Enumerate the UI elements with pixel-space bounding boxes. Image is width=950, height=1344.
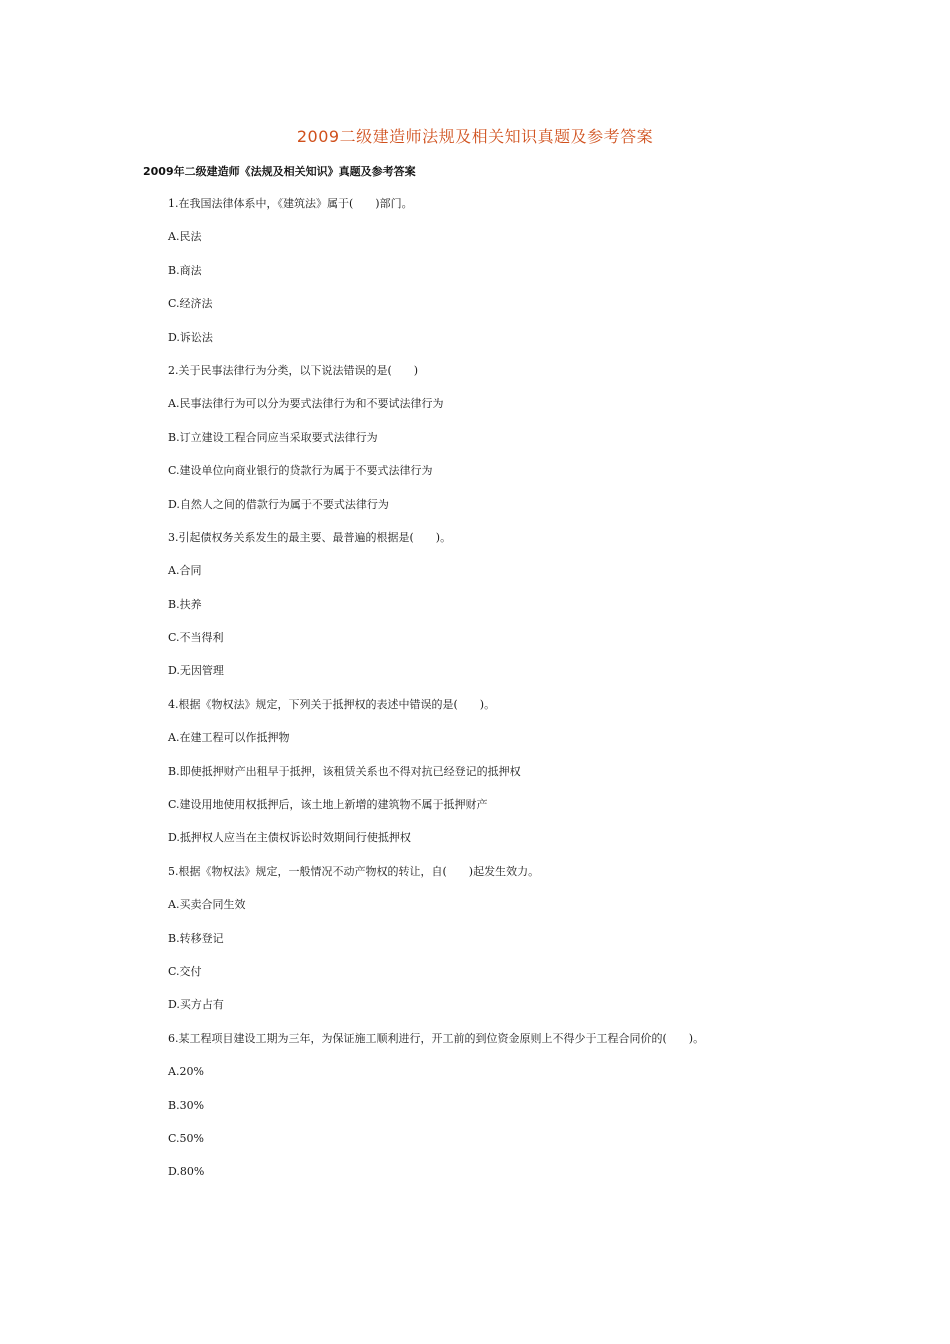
answer-option: D.诉讼法 (168, 330, 213, 344)
question-stem: 6.某工程项目建设工期为三年，为保证施工顺利进行，开工前的到位资金原则上不得少于工程合同价的( )。 (168, 1031, 705, 1045)
question-stem: 4.根据《物权法》规定，下列关于抵押权的表述中错误的是( )。 (168, 697, 496, 711)
answer-option: D.买方占有 (168, 998, 224, 1012)
answer-option: B.订立建设工程合同应当采取要式法律行为 (168, 430, 378, 444)
answer-option: D.80% (168, 1165, 205, 1179)
answer-option: B.30% (168, 1098, 205, 1112)
answer-option: B.商法 (168, 263, 202, 277)
question-stem: 2.关于民事法律行为分类，以下说法错误的是( ) (168, 363, 419, 377)
answer-option: A.民事法律行为可以分为要式法律行为和不要试法律行为 (168, 397, 444, 411)
answer-option: D.无因管理 (168, 664, 224, 678)
document-subtitle: 2009年二级建造师《法规及相关知识》真题及参考答案 (143, 165, 416, 178)
page-title: 2009二级建造师法规及相关知识真题及参考答案 (296, 127, 654, 146)
question-list (168, 197, 704, 1199)
answer-option: D.抵押权人应当在主债权诉讼时效期间行使抵押权 (168, 831, 411, 845)
answer-option: A.20% (168, 1065, 204, 1079)
question-stem: 3.引起债权务关系发生的最主要、最普遍的根据是( )。 (168, 530, 452, 544)
answer-option: A.民法 (168, 230, 202, 244)
question-stem: 1.在我国法律体系中，《建筑法》属于( )部门。 (168, 197, 413, 210)
answer-option: B.即使抵押财产出租早于抵押，该租赁关系也不得对抗已经登记的抵押权 (168, 764, 521, 778)
answer-option: C.交付 (168, 964, 202, 978)
answer-option: C.建设单位向商业银行的贷款行为属于不要式法律行为 (168, 464, 433, 478)
answer-option: A.在建工程可以作抵押物 (168, 731, 290, 745)
question-stem: 5.根据《物权法》规定，一般情况不动产物权的转让，自( )起发生效力。 (168, 864, 540, 878)
answer-option: C.50% (168, 1131, 204, 1145)
answer-option: D.自然人之间的借款行为属于不要式法律行为 (168, 497, 389, 511)
answer-option: C.不当得利 (168, 631, 224, 645)
answer-option: C.建设用地使用权抵押后，该土地上新增的建筑物不属于抵押财产 (168, 798, 488, 812)
answer-option: B.扶养 (168, 597, 202, 611)
answer-option: B.转移登记 (168, 931, 224, 945)
answer-option: C.经济法 (168, 297, 213, 311)
answer-option: A.合同 (168, 564, 202, 578)
answer-option: A.买卖合同生效 (168, 898, 246, 912)
